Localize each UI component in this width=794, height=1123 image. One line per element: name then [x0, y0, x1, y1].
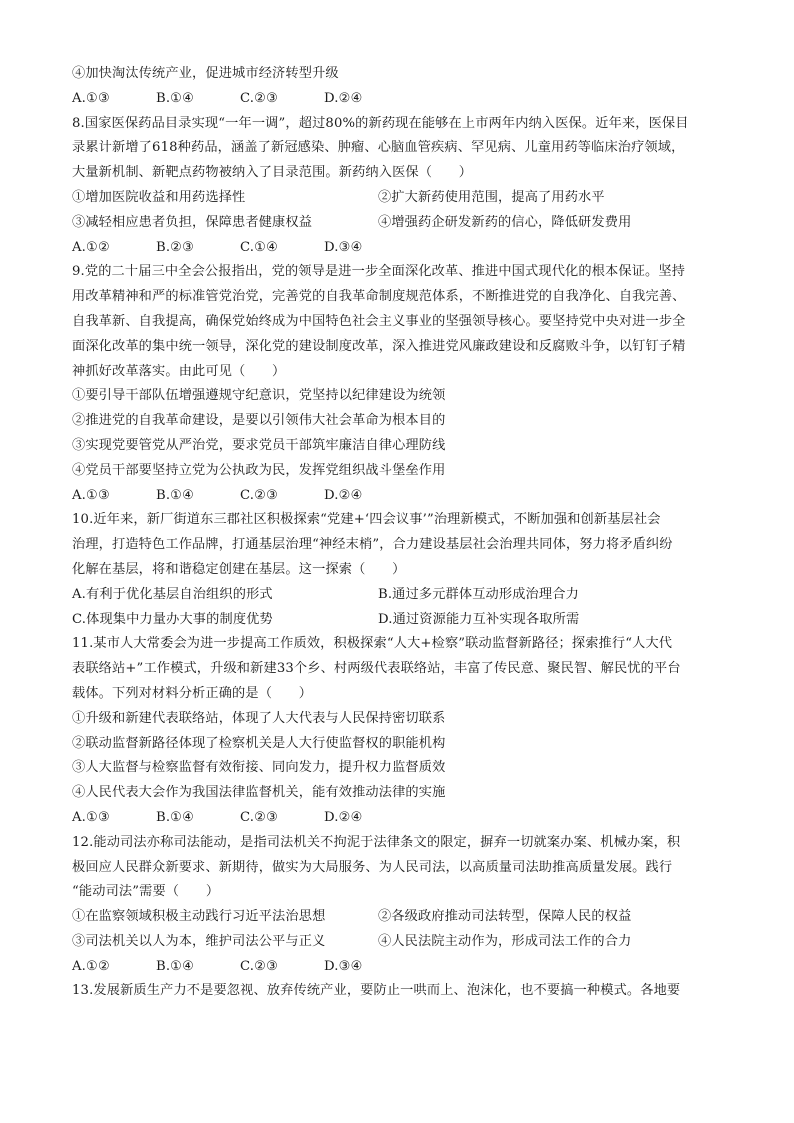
q12-option-d: D.③④: [324, 958, 363, 974]
q9-option-a: A.①③: [72, 487, 110, 503]
q7-option-a: A.①③: [72, 90, 110, 106]
q9-item-2: ②推进党的自我革命建设，是要以引领伟大社会革命为根本目的: [72, 413, 446, 429]
q11-option-a: A.①③: [72, 809, 110, 825]
q11-option-b: B.①④: [156, 809, 195, 825]
q9-option-c: C.②③: [240, 487, 279, 503]
q11-item-3: ③人大监督与检察监督有效衔接、同向发力，提升权力监督质效: [72, 760, 446, 776]
q12-stem-line-1: 12.能动司法亦称司法能动，是指司法机关不拘泥于法律条文的限定，摒弃一切就案办案、机械办案，积: [72, 834, 681, 850]
q8-item-2: ②扩大新药使用范围，提高了用药水平: [378, 189, 605, 205]
q10-options-row-1: [72, 583, 724, 608]
q8-stem-line-1: 8.国家医保药品目录实现“一年一调”，超过80%的新药现在能够在上市两年内纳入医保。近年来，医保目: [72, 115, 689, 131]
q8-option-b: B.②③: [156, 239, 195, 255]
q11-stem-line-2: 表联络站+”工作模式，升级和新建33个乡、村两级代表联络站，丰富了传民意、聚民智、解民忧的平台: [72, 661, 681, 677]
q12-option-b: B.①④: [156, 958, 195, 974]
q12-items-row-2: [72, 930, 724, 955]
q7-item-4: ④加快淘汰传统产业，促进城市经济转型升级: [72, 66, 339, 81]
q7-option-c: C.②③: [240, 90, 279, 106]
q8-options: [72, 236, 724, 261]
q11-options: [72, 806, 724, 831]
q8-stem-line-3: 大量新机制、新靶点药物被纳入了目录范围。新药纳入医保（ ）: [72, 165, 473, 181]
q9-item-3: ③实现党要管党从严治党，要求党员干部筑牢廉洁自律心理防线: [72, 437, 446, 453]
q8-items-row-2: [72, 211, 724, 236]
q12-item-3: ③司法机关以人为本，维护司法公平与正义: [72, 933, 326, 949]
q12-item-2: ②各级政府推动司法转型，保障人民的权益: [378, 909, 632, 925]
q7-option-b: B.①④: [156, 90, 195, 106]
q11-option-c: C.②③: [240, 809, 279, 825]
q11-item-4: ④人民代表大会作为我国法律监督机关，能有效推动法律的实施: [72, 785, 446, 801]
q9-item-1: ①要引导干部队伍增强遵规守纪意识，党坚持以纪律建设为统领: [72, 388, 446, 404]
q12-stem-line-2: 极回应人民群众新要求、新期待，做实为大局服务、为人民司法，以高质量司法助推高质量发展。践行: [72, 859, 673, 875]
q10-stem-line-3: 化解在基层，将和谐稳定创建在基层。这一探索（ ）: [72, 561, 406, 577]
q12-options: [72, 955, 724, 980]
q13-stem-line-1: 13.发展新质生产力不是要忽视、放弃传统产业，要防止一哄而上、泡沫化，也不要搞一种模式。各地要: [72, 983, 681, 999]
q9-options: [72, 484, 724, 509]
q8-item-3: ③减轻相应患者负担，保障患者健康权益: [72, 214, 313, 230]
q8-items-row-1: [72, 186, 724, 211]
q9-stem-line-1: 9.党的二十届三中全会公报指出，党的领导是进一步全面深化改革、推进中国式现代化的根本保证。坚持: [72, 264, 686, 280]
q11-option-d: D.②④: [324, 809, 363, 825]
exam-page: [72, 62, 724, 1004]
q10-options-row-2: [72, 608, 724, 633]
q8-option-a: A.①②: [72, 239, 110, 255]
q9-stem-line-5: 神抓好改革落实。由此可见（ ）: [72, 363, 286, 379]
q8-option-c: C.①④: [240, 239, 279, 255]
q8-item-4: ④增强药企研发新药的信心，降低研发费用: [378, 214, 632, 230]
q12-stem-line-3: “能动司法”需要（ ）: [72, 884, 220, 900]
q12-item-4: ④人民法院主动作为，形成司法工作的合力: [378, 933, 632, 949]
q7-options: [72, 87, 724, 112]
q10-option-c: C.体现集中力量办大事的制度优势: [72, 611, 273, 627]
q11-stem-line-1: 11.某市人大常委会为进一步提高工作质效，积极探索“人大+检察”联动监督新路径；探索推行“人大代: [72, 636, 673, 652]
q9-item-4: ④党员干部要坚持立党为公执政为民，发挥党组织战斗堡垒作用: [72, 462, 446, 478]
q12-option-a: A.①②: [72, 958, 110, 974]
q8-item-1: ①增加医院收益和用药选择性: [72, 189, 246, 205]
q8-option-d: D.③④: [324, 239, 363, 255]
q10-option-a: A.有利于优化基层自治组织的形式: [72, 586, 273, 602]
q10-stem-line-1: 10.近年来，新厂街道东三郡社区积极探索“党建+‘四会议事’”治理新模式，不断加强和创新基层社会: [72, 512, 661, 528]
q9-option-b: B.①④: [156, 487, 195, 503]
q9-stem-line-2: 用改革精神和严的标准管党治党，完善党的自我革命制度规范体系，不断推进党的自我净化、自我完善、: [72, 289, 686, 305]
q10-stem-line-2: 治理，打造特色工作品牌，打通基层治理“神经末梢”，合力建设基层社会治理共同体，努力将矛盾纠纷: [72, 537, 673, 553]
q9-stem-line-4: 面深化改革的集中统一领导，深化党的建设制度改革，深入推进党风廉政建设和反腐败斗争，以钉钉子精: [72, 338, 686, 354]
q12-option-c: C.②③: [240, 958, 279, 974]
q9-stem-line-3: 自我革新、自我提高，确保党始终成为中国特色社会主义事业的坚强领导核心。要坚持党中央对进一步全: [72, 313, 686, 329]
q11-item-2: ②联动监督新路径体现了检察机关是人大行使监督权的职能机构: [72, 735, 446, 751]
q8-stem-line-2: 录累计新增了618种药品，涵盖了新冠感染、肿瘤、心脑血管疾病、罕见病、儿童用药等临床治疗领域，: [72, 140, 685, 156]
q11-stem-line-3: 载体。下列对材料分析正确的是（ ）: [72, 685, 313, 701]
q10-option-b: B.通过多元群体互动形成治理合力: [378, 586, 579, 602]
q12-items-row-1: [72, 905, 724, 930]
q11-item-1: ①升级和新建代表联络站，体现了人大代表与人民保持密切联系: [72, 710, 446, 726]
q9-option-d: D.②④: [324, 487, 363, 503]
q7-option-d: D.②④: [324, 90, 363, 106]
q10-option-d: D.通过资源能力互补实现各取所需: [378, 611, 580, 627]
q12-item-1: ①在监察领域积极主动践行习近平法治思想: [72, 909, 326, 925]
